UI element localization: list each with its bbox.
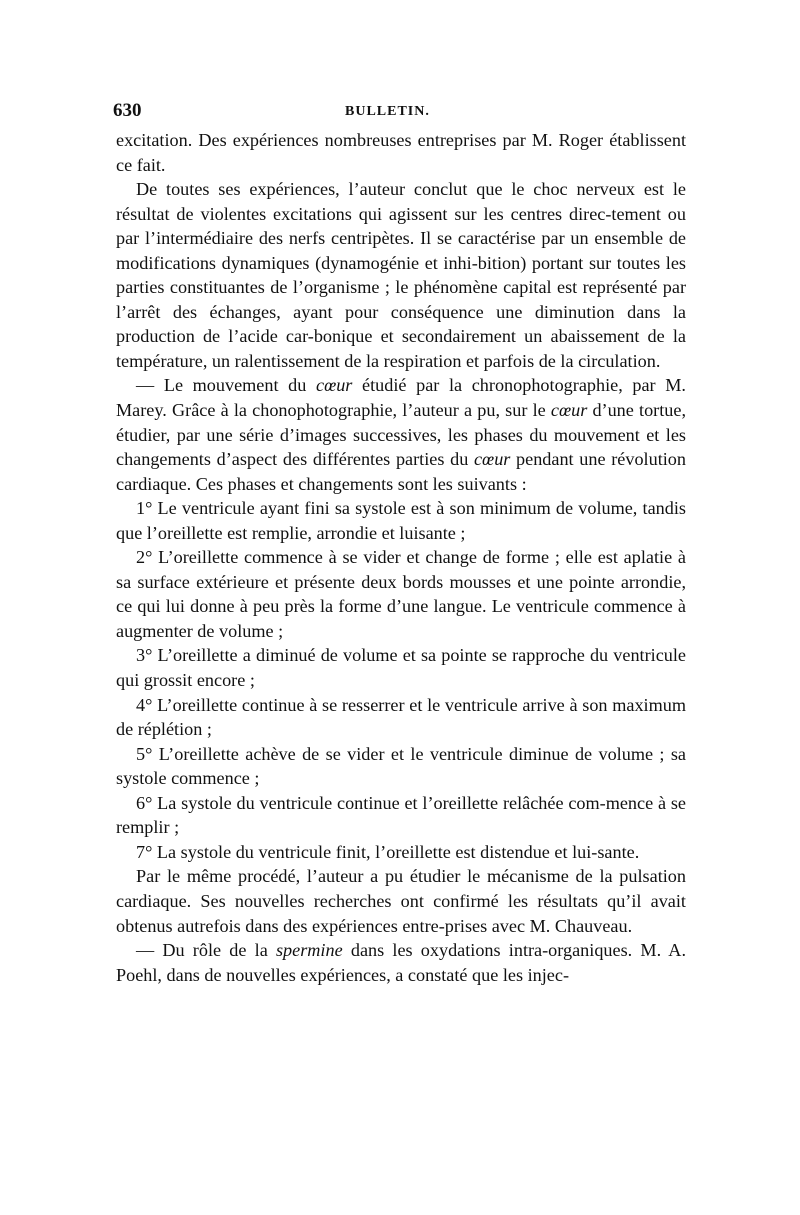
running-title: BULLETIN. [345, 104, 430, 119]
text-run: pendant une révolution cardiaque. Ces phases et changements sont les suivants : [116, 449, 686, 494]
list-item: 6° La systole du ventricule continue et l’oreillette relâchée com-mence à se remplir ; [116, 792, 686, 838]
list-item: 4° L’oreillette continue à se resserrer et le ventricule arrive à son maximum de réplétion ; [116, 694, 686, 740]
text-run: — Le mouvement du [136, 375, 316, 396]
list-item: 2° L’oreillette commence à se vider et change de forme ; elle est aplatie à sa surface extérieure et présente deux bords mousses et une pointe arrondie, ce qui lui donne à peu près la forme d’une langue. Le ventricule commence à augmenter de volume ; [116, 547, 686, 641]
text-run: d’une tortue, étudier, par une série d’images successives, les phases du mouvement et les changements d’aspect des différentes parties du [116, 400, 686, 470]
list-item: 7° La systole du ventricule finit, l’oreillette est distendue et lui-sante. [136, 841, 640, 862]
italic-term: cœur [550, 400, 588, 421]
paragraph: excitation. Des expériences nombreuses entreprises par M. Roger établissent ce fait. [116, 130, 686, 175]
list-item: 3° L’oreillette a diminué de volume et sa pointe se rapproche du ventricule qui grossit encore ; [116, 645, 686, 691]
paragraph: De toutes ses expériences, l’auteur conclut que le choc nerveux est le résultat de violentes excitations qui agissent sur les centres direc-tement ou par l’intermédiaire des nerfs centripètes. Il se caractérise par un ensemble de modifications dynamiques (dynamogénie et inhi-bition) portant sur toutes les parties constituantes de l’organisme ; le phénomène capital est représenté par l’arrêt des échanges, ayant pour conséquence une diminution dans la production de l’acide car-bonique et secondairement un abaissement de la température, un ralentissement de la respiration et parfois de la circulation. [116, 179, 686, 371]
body-text [116, 128, 686, 987]
page-number: 630 [113, 100, 142, 121]
italic-term: spermine [275, 940, 343, 961]
page-header [113, 100, 688, 122]
paragraph [116, 938, 686, 987]
italic-term: cœur [473, 449, 511, 470]
paragraph [116, 373, 686, 496]
paragraph: Par le même procédé, l’auteur a pu étudier le mécanisme de la pulsation cardiaque. Ses nouvelles recherches ont confirmé les résultats qu’il avait obtenus autrefois dans des expériences entre-prises avec M. Chauveau. [116, 866, 686, 936]
list-item: 5° L’oreillette achève de se vider et le ventricule diminue de volume ; sa systole commence ; [116, 743, 686, 789]
list-item: 1° Le ventricule ayant fini sa systole est à son minimum de volume, tandis que l’oreillette est remplie, arrondie et luisante ; [116, 498, 686, 543]
text-run: étudié par la chronophotographie, par M. Marey. Grâce à la chonophotographie, l’auteur a pu, sur le [116, 375, 686, 421]
text-run: — Du rôle de la [136, 940, 276, 961]
text-run: dans les oxydations intra-organiques. M. A. Poehl, dans de nouvelles expériences, a constaté que les injec- [116, 940, 686, 985]
italic-term: cœur [316, 375, 353, 396]
